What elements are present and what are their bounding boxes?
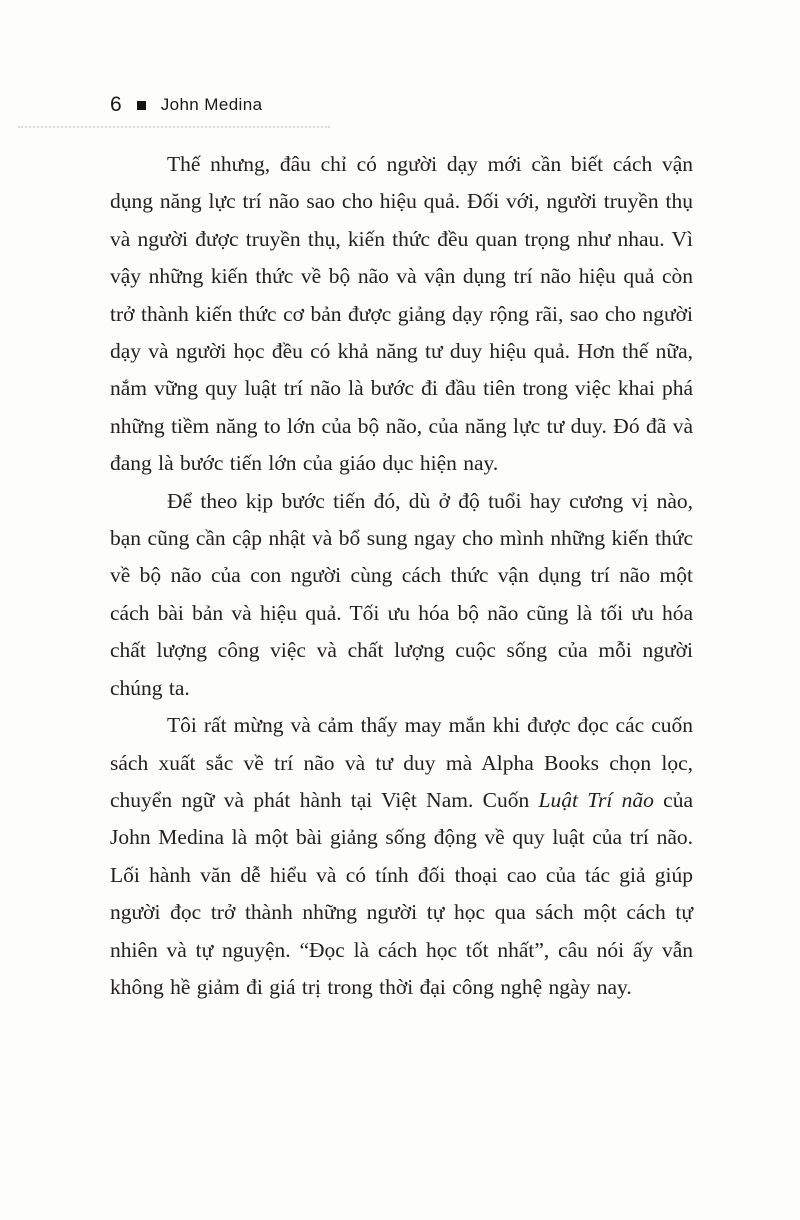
text-run: Để theo kịp bước tiến đó, dù ở độ tuổi hay cương vị nào, bạn cũng cần cập nhật và bổ sung ngay cho mình những kiến thức về bộ não của con người cùng cách thức vận dụng trí não một cách bài bản và hiệu quả. Tối ưu hóa bộ não cũng là tối ưu hóa chất lượng công việc và chất lượng cuộc sống của mỗi người chúng ta. (110, 488, 693, 700)
header-dotted-rule (18, 126, 330, 128)
paragraph (110, 146, 693, 483)
running-header-author: John Medina (160, 95, 263, 114)
paragraph (110, 483, 693, 707)
text-run: của John Medina là một bài giảng sống động về quy luật của trí não. Lối hành văn dễ hiểu và có tính đối thoại cao của tác giả giúp người đọc trở thành những người tự học qua sách một cách tự nhiên và tự nguyện. “Đọc là cách học tốt nhất”, câu nói ấy vẫn không hề giảm đi giá trị trong thời đại công nghệ ngày nay. (110, 787, 693, 999)
italic-book-title: Luật Trí não (538, 787, 654, 812)
text-run: Tôi rất mừng và cảm thấy may mắn khi được đọc các cuốn sách xuất sắc về trí não và tư duy mà Alpha Books chọn lọc, chuyển ngữ và phát hành tại Việt Nam. Cuốn (110, 713, 693, 812)
running-header (110, 94, 262, 115)
page-body-text (110, 146, 693, 1006)
page-number: 6 (110, 93, 122, 116)
text-run: Thế nhưng, đâu chỉ có người dạy mới cần biết cách vận dụng năng lực trí não sao cho hiệu quả. Đối với, người truyền thụ và người được truyền thụ, kiến thức đều quan trọng như nhau. Vì vậy những kiến thức về bộ não và vận dụng trí não hiệu quả còn trở thành kiến thức cơ bản được giảng dạy rộng rãi, sao cho người dạy và người học đều có khả năng tư duy hiệu quả. Hơn thế nữa, nắm vững quy luật trí não là bước đi đầu tiên trong việc khai phá những tiềm năng to lớn của bộ não, của năng lực tư duy. Đó đã và đang là bước tiến lớn của giáo dục hiện nay. (110, 152, 693, 476)
paragraph (110, 707, 693, 1006)
square-bullet-icon (137, 101, 146, 110)
